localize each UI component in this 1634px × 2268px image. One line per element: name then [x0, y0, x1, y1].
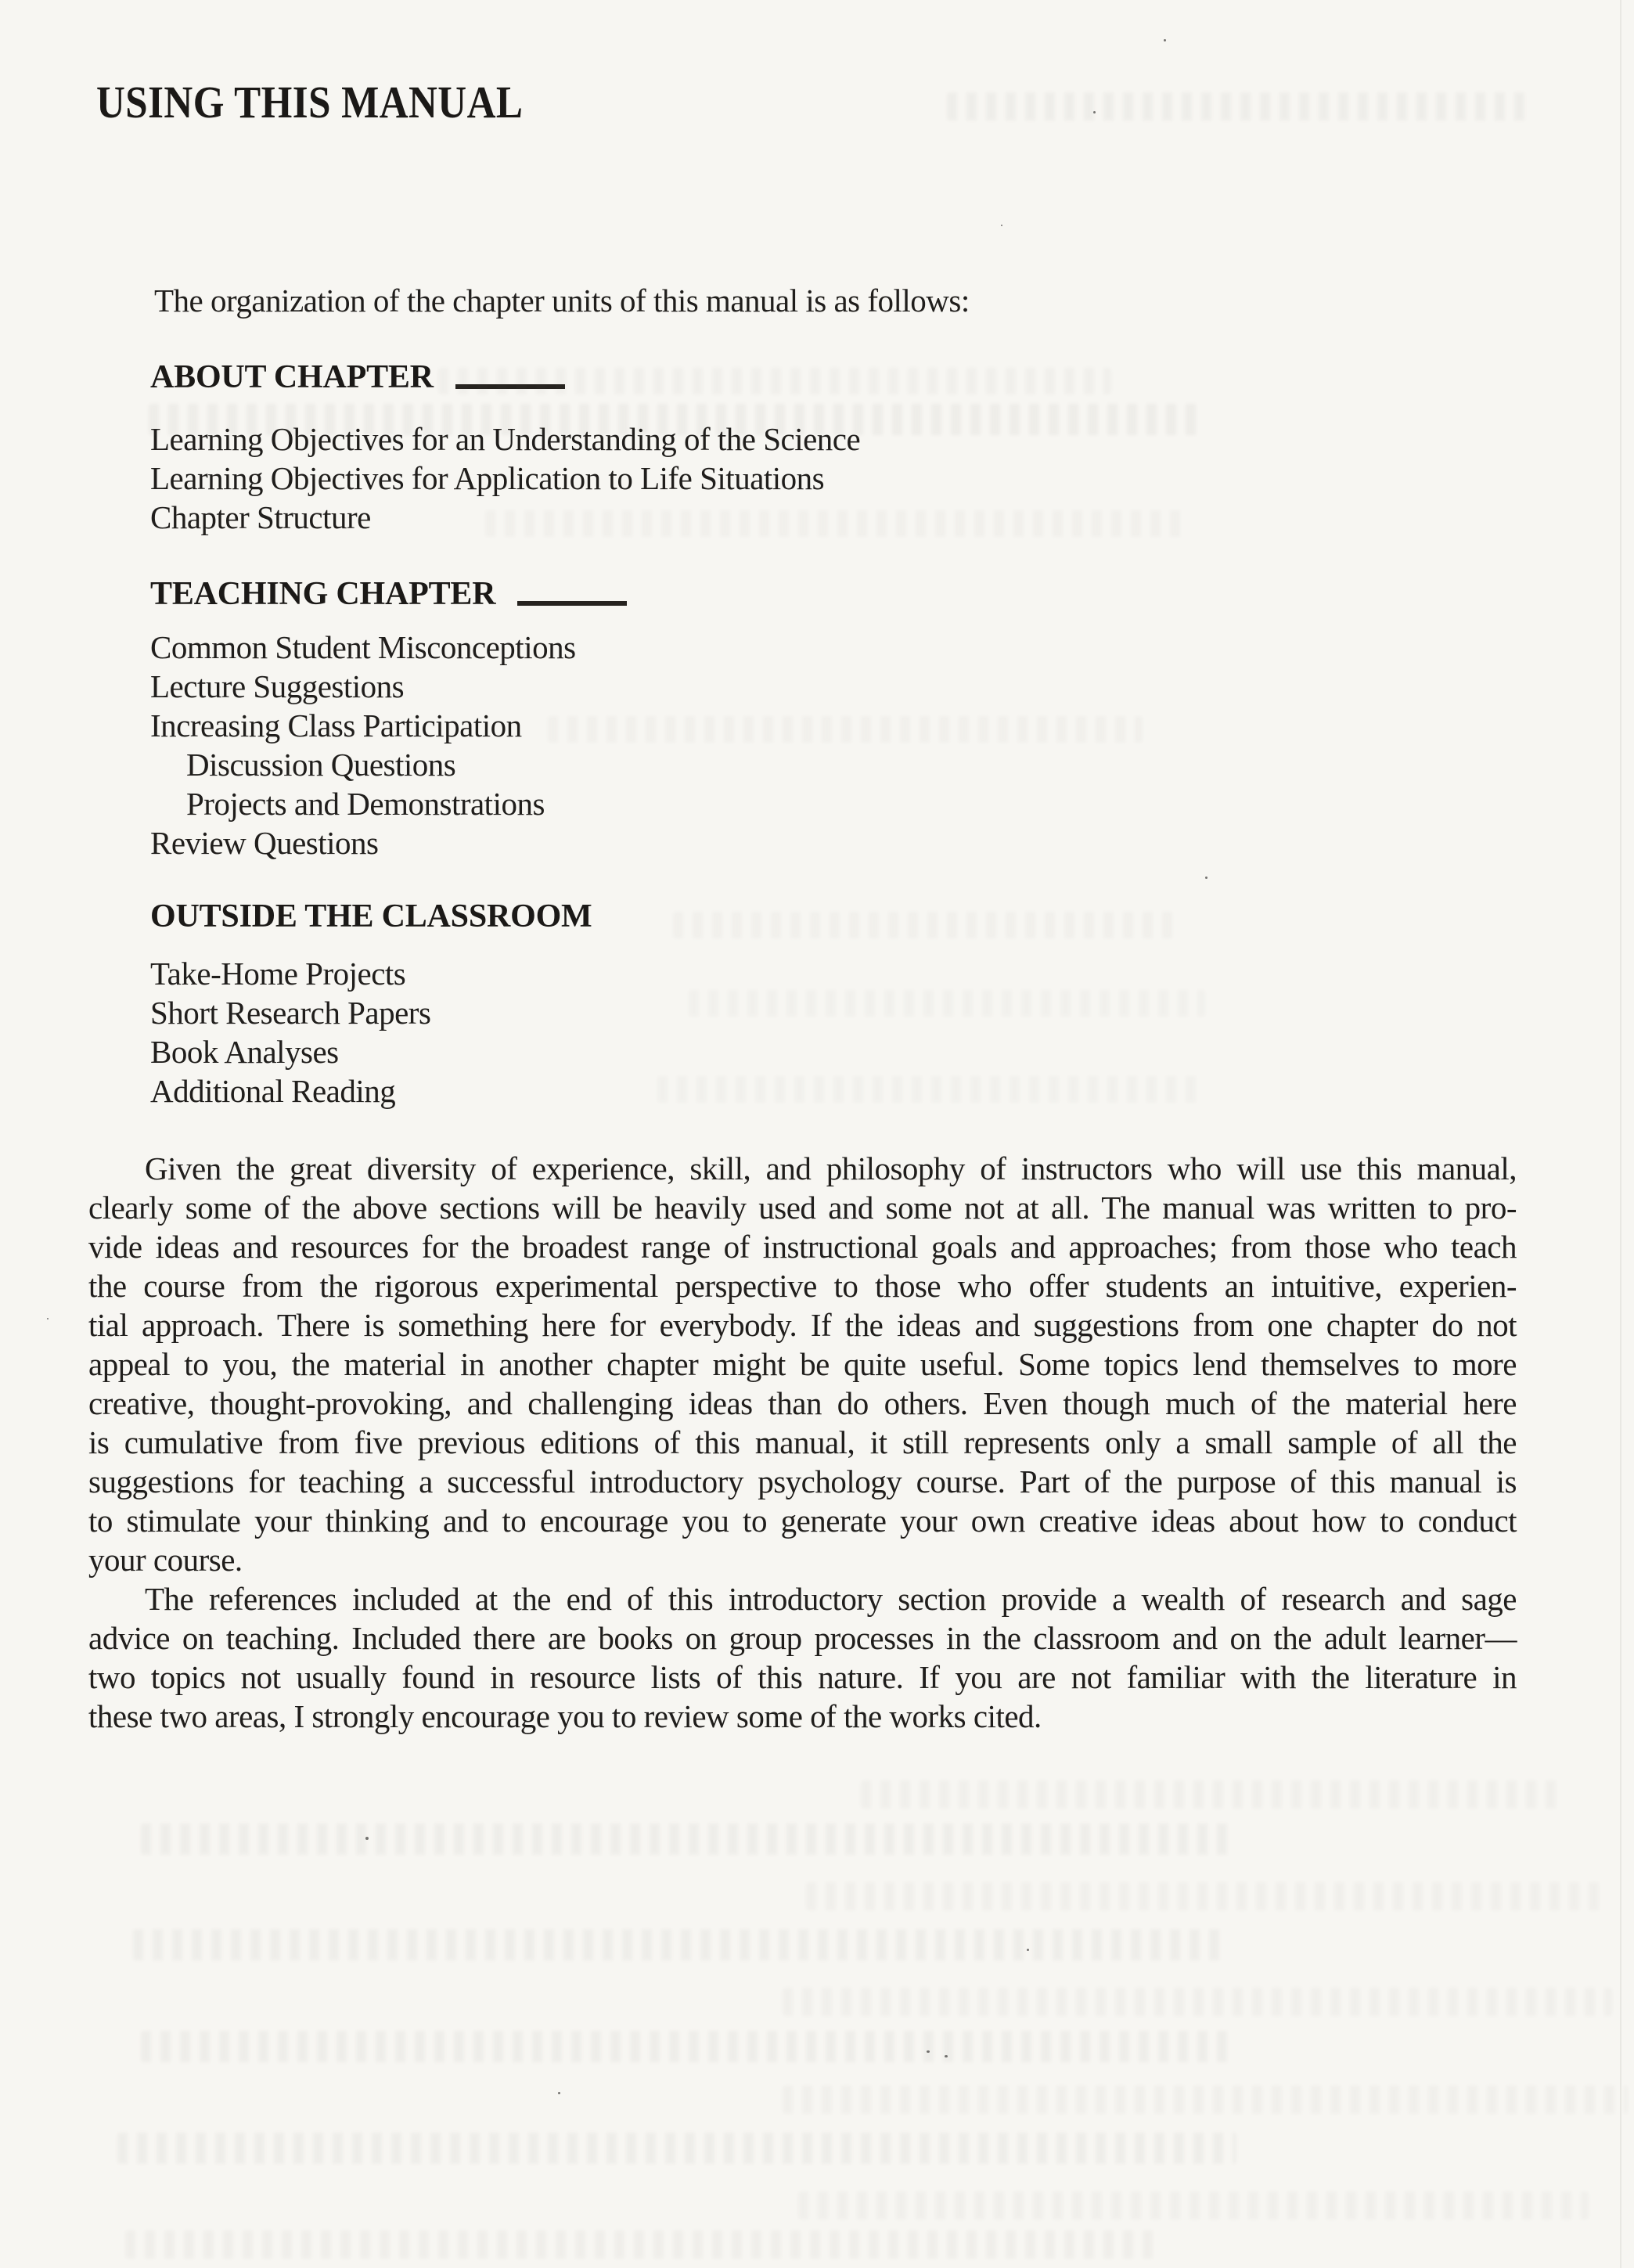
list-item: Common Student Misconceptions — [150, 629, 576, 665]
paragraph-line: vide ideas and resources for the broadest range of instructional goals and approaches; from those who teach — [88, 1229, 1517, 1265]
section-heading-text: OUTSIDE THE CLASSROOM — [150, 898, 592, 934]
bleedthrough-band — [947, 92, 1526, 121]
bleedthrough-band — [149, 404, 1205, 435]
paragraph-line: your course. — [88, 1542, 243, 1578]
bleedthrough-band — [548, 716, 1143, 743]
section-heading-text: ABOUT CHAPTER — [150, 359, 434, 395]
bleedthrough-band — [806, 1882, 1604, 1910]
section-list-outside-the-classroom — [150, 954, 430, 1111]
list-item: Short Research Papers — [150, 995, 431, 1031]
bleedthrough-band — [689, 990, 1205, 1017]
paper-edge-line — [1620, 0, 1621, 2268]
bleedthrough-band — [125, 2230, 1158, 2259]
bleedthrough-band — [657, 1076, 1205, 1103]
bleedthrough-band — [861, 1780, 1565, 1809]
paragraph-line: these two areas, I strongly encourage you to review some of the works cited. — [88, 1698, 1042, 1734]
list-item-indented: Discussion Questions — [186, 747, 456, 783]
bleedthrough-band — [783, 1988, 1612, 2016]
paragraph-line: The references included at the end of this introductory section provide a wealth of research and sage — [145, 1581, 1517, 1617]
bleedthrough-band — [798, 2191, 1589, 2219]
paragraph-line: suggestions for teaching a successful introductory psychology course. Part of the purpose of this manual is — [88, 1463, 1517, 1499]
paragraph-line: creative, thought-provoking, and challenging ideas than do others. Even though much of the material here — [88, 1385, 1517, 1421]
paragraph-line: the course from the rigorous experimental perspective to those who offer students an intuitive, experien- — [88, 1268, 1517, 1304]
list-item: Chapter Structure — [150, 499, 371, 535]
bleedthrough-band — [133, 1929, 1229, 1960]
ink-speck — [47, 1318, 49, 1319]
list-item: Learning Objectives for an Understanding of the Science — [150, 421, 861, 457]
list-item: Additional Reading — [150, 1073, 396, 1109]
list-item: Take-Home Projects — [150, 956, 406, 992]
paragraph-line: two topics not usually found in resource lists of this nature. If you are not familiar with the literature in — [88, 1659, 1517, 1695]
blank-underline — [517, 595, 627, 606]
bleedthrough-band — [673, 912, 1174, 938]
list-item-indented: Projects and Demonstrations — [186, 786, 545, 822]
bleedthrough-band — [485, 510, 1190, 537]
bleedthrough-band — [783, 2086, 1628, 2114]
list-item: Increasing Class Participation — [150, 707, 522, 743]
ink-speck — [1027, 1949, 1029, 1951]
bleedthrough-band — [438, 368, 1111, 394]
paragraph-line: Given the great diversity of experience, skill, and philosophy of instructors who will use this manual, — [145, 1150, 1517, 1186]
paragraph-line: clearly some of the above sections will be heavily used and some not at all. The manual was written to pro- — [88, 1190, 1517, 1226]
bleedthrough-band — [141, 1823, 1229, 1855]
ink-speck — [1093, 111, 1096, 113]
section-heading-teaching-chapter — [150, 574, 627, 614]
intro-line: The organization of the chapter units of this manual is as follows: — [154, 283, 970, 319]
paragraph-line: to stimulate your thinking and to encourage you to generate your own creative ideas about how to conduct — [88, 1503, 1517, 1539]
ink-speck — [945, 2055, 948, 2057]
list-item: Review Questions — [150, 825, 379, 861]
page-title: USING THIS MANUAL — [96, 77, 524, 128]
list-item: Lecture Suggestions — [150, 668, 405, 704]
ink-speck — [558, 2092, 560, 2094]
ink-speck — [1164, 39, 1166, 41]
ink-speck — [365, 1837, 369, 1840]
ink-speck — [1001, 225, 1002, 226]
paragraph-line: is cumulative from five previous editions of this manual, it still represents only a small sample of all the — [88, 1424, 1517, 1460]
paragraph-line: appeal to you, the material in another chapter might be quite useful. Some topics lend themselves to more — [88, 1346, 1517, 1382]
section-heading-outside-the-classroom — [150, 897, 592, 936]
paragraph-line: advice on teaching. Included there are books on group processes in the classroom and on the adult learner— — [88, 1620, 1517, 1656]
section-heading-text: TEACHING CHAPTER — [150, 576, 496, 612]
body-text — [88, 1149, 1517, 1736]
ink-speck — [927, 2050, 930, 2053]
bleedthrough-band — [117, 2133, 1236, 2164]
paragraph-line: tial approach. There is something here for everybody. If the ideas and suggestions from one chapter do not — [88, 1307, 1517, 1343]
list-item: Book Analyses — [150, 1034, 339, 1070]
ink-speck — [1205, 877, 1208, 879]
bleedthrough-band — [141, 2031, 1229, 2062]
list-item: Learning Objectives for Application to Life Situations — [150, 460, 825, 496]
section-list-teaching-chapter — [150, 628, 576, 862]
